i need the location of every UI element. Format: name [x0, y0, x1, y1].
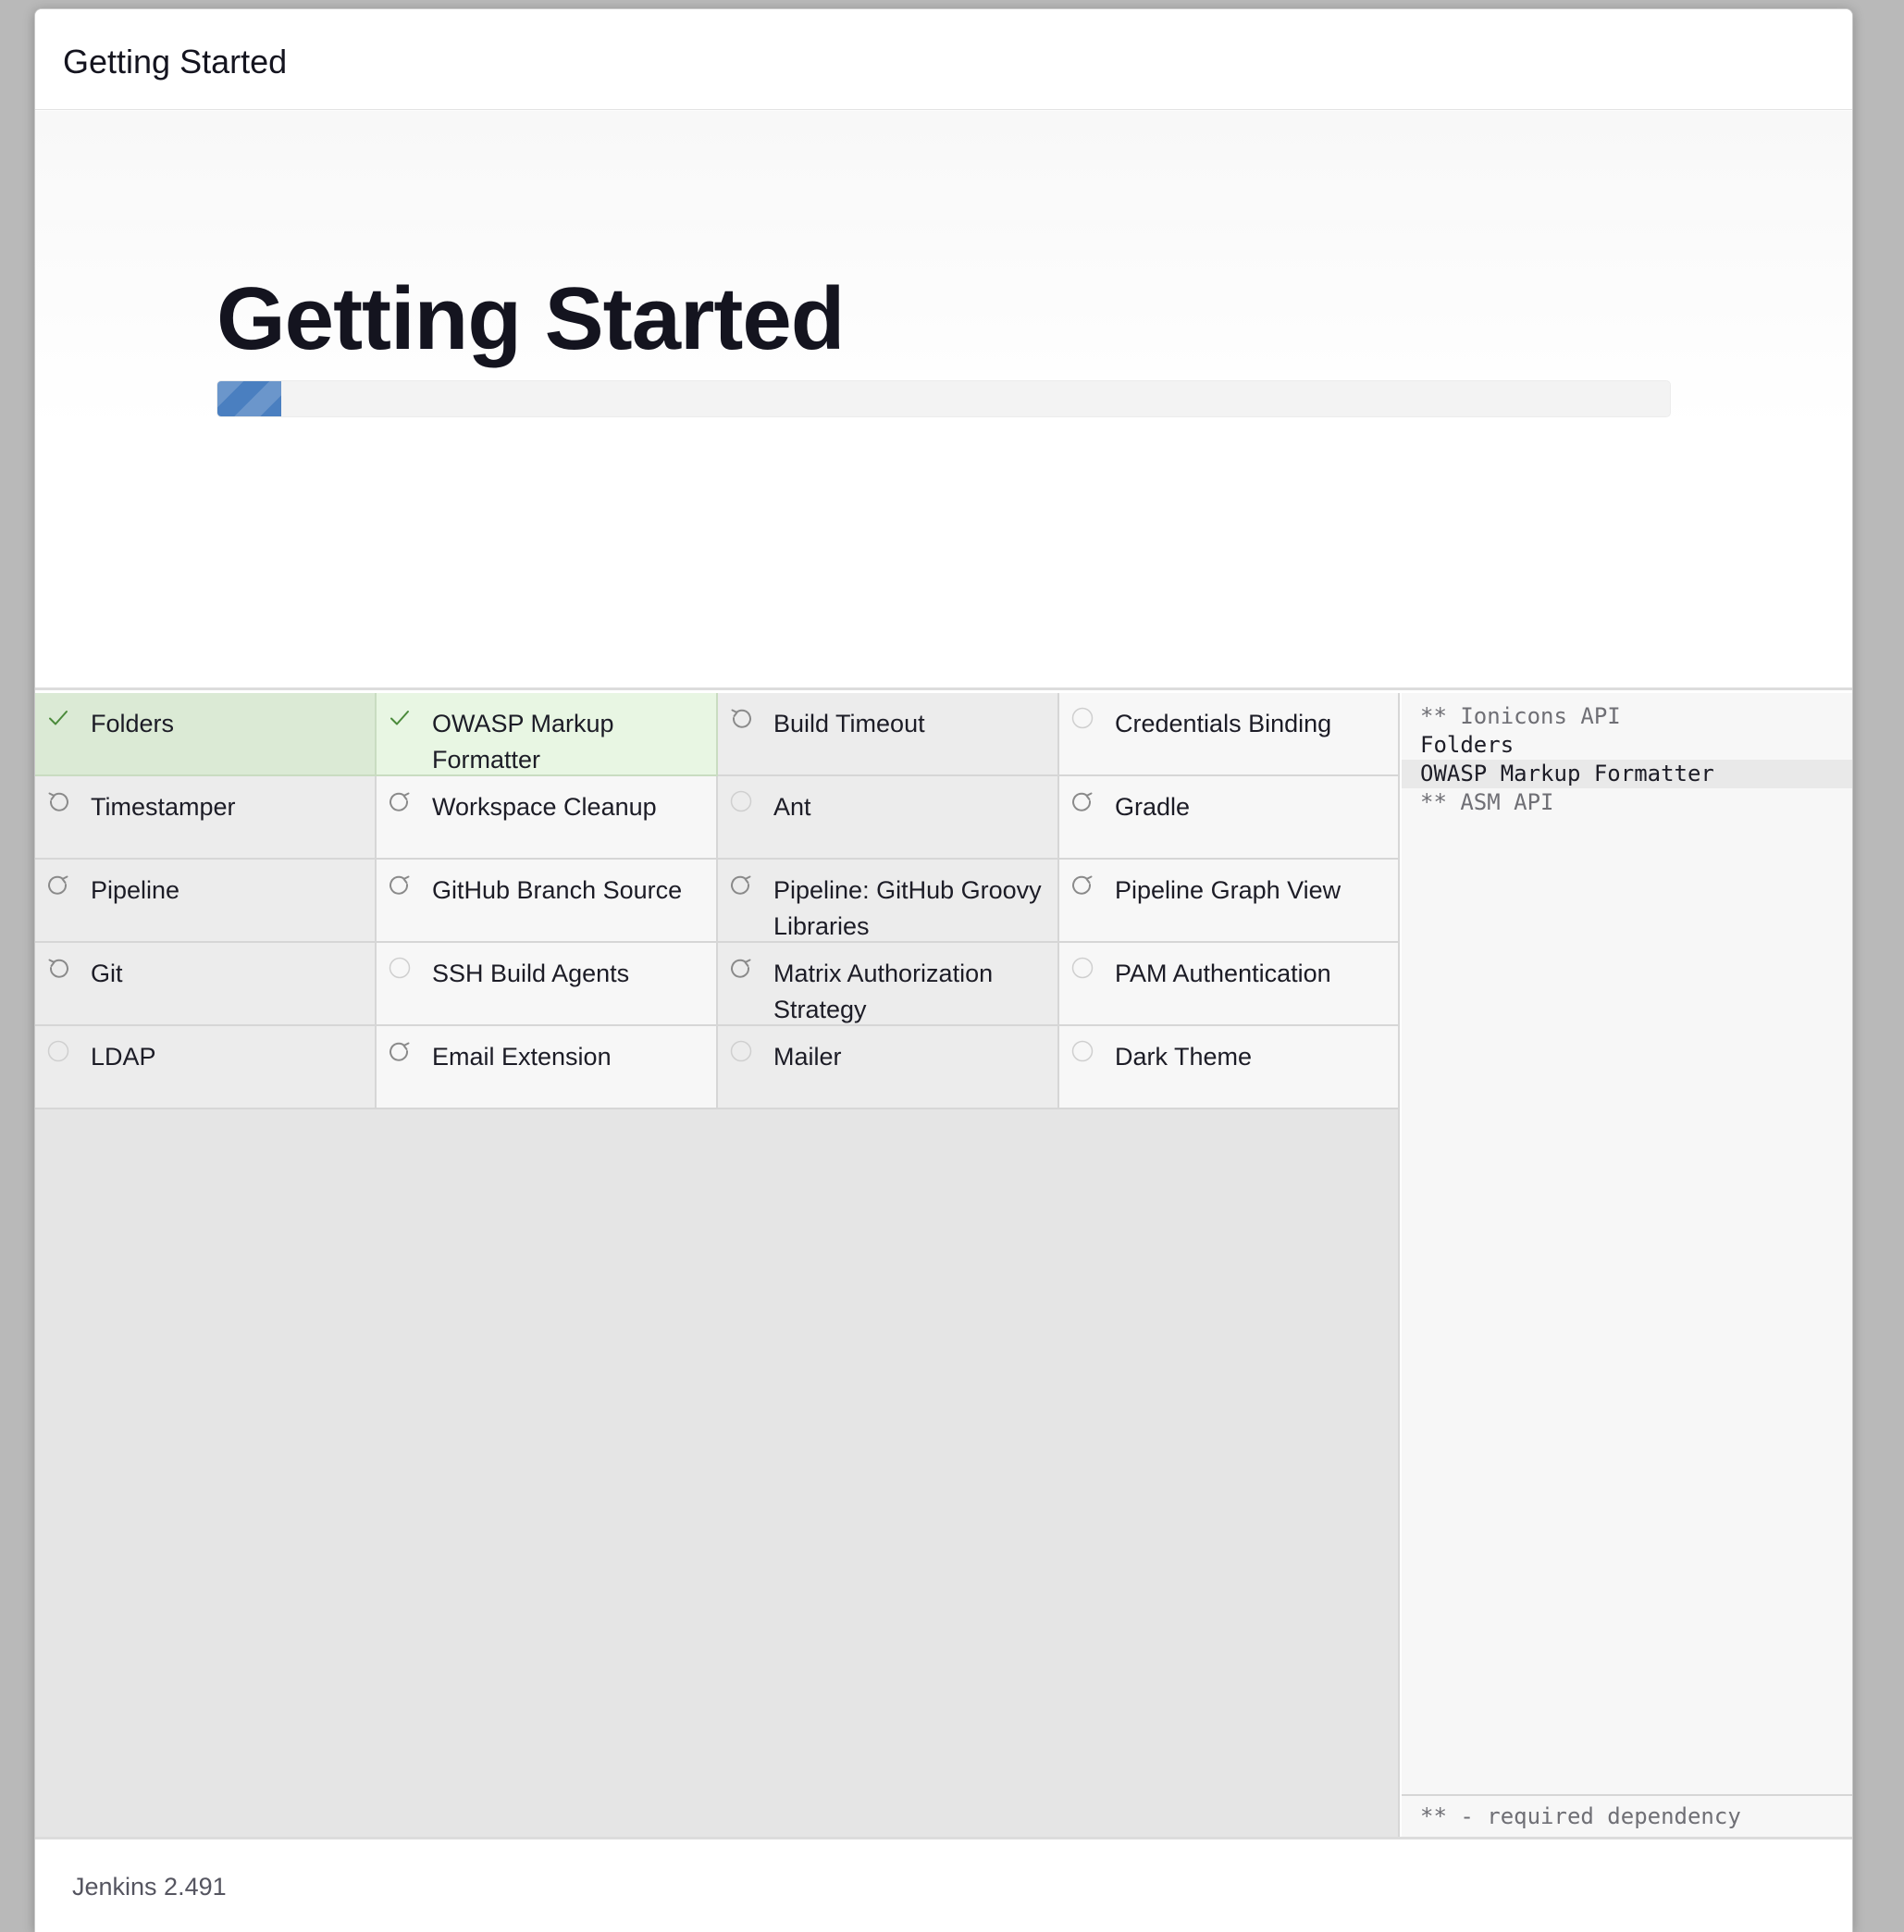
plugin-name: GitHub Branch Source [432, 876, 683, 904]
install-progress-fill [217, 381, 281, 416]
plugin-item [35, 693, 377, 776]
plugin-item [718, 943, 1059, 1026]
refresh-icon [46, 873, 70, 897]
plugin-name: Email Extension [432, 1043, 612, 1071]
checkmark-icon [46, 706, 70, 730]
dialog-footer [35, 1837, 1852, 1932]
circle-icon [729, 789, 753, 813]
plugin-name: Pipeline Graph View [1115, 876, 1341, 904]
refresh-icon [388, 789, 412, 813]
log-line-dependency: ** Ionicons API [1420, 703, 1621, 729]
plugin-list [35, 693, 1400, 1837]
plugin-name: SSH Build Agents [432, 960, 630, 987]
dialog-title: Getting Started [63, 43, 288, 80]
plugin-name: Timestamper [91, 793, 236, 821]
plugin-name: PAM Authentication [1115, 960, 1331, 987]
plugin-name: Matrix Authorization Strategy [773, 960, 994, 1023]
refresh-icon [729, 873, 753, 897]
plugin-name: Gradle [1115, 793, 1191, 821]
plugin-item [377, 943, 718, 1026]
plugin-name: OWASP Markup Formatter [432, 710, 614, 774]
plugin-item [1059, 693, 1400, 776]
circle-icon [46, 1039, 70, 1063]
plugin-item [1059, 1026, 1400, 1109]
plugin-item [377, 1026, 718, 1109]
plugin-item [35, 776, 377, 860]
plugin-item [1059, 943, 1400, 1026]
plugin-item [718, 693, 1059, 776]
dialog-header [35, 9, 1852, 110]
setup-wizard-dialog [34, 8, 1853, 1932]
plugin-name: LDAP [91, 1043, 156, 1071]
hero-banner [35, 111, 1852, 690]
retry-icon [46, 789, 70, 813]
refresh-icon [1070, 789, 1094, 813]
plugin-name: Pipeline: GitHub Groovy Libraries [773, 876, 1042, 940]
log-legend: ** - required dependency [1402, 1794, 1853, 1837]
plugin-item [718, 1026, 1059, 1109]
plugin-name: Folders [91, 710, 175, 737]
circle-icon [1070, 1039, 1094, 1063]
retry-icon [729, 706, 753, 730]
hero-title: Getting Started [216, 269, 845, 368]
plugin-name: Build Timeout [773, 710, 925, 737]
retry-icon [46, 956, 70, 980]
circle-icon [729, 1039, 753, 1063]
plugin-item [1059, 860, 1400, 943]
plugin-item [35, 1026, 377, 1109]
plugin-grid [35, 693, 1400, 1109]
refresh-icon [729, 956, 753, 980]
plugin-item [377, 860, 718, 943]
circle-icon [1070, 956, 1094, 980]
plugin-name: Pipeline [91, 876, 180, 904]
log-line: OWASP Markup Formatter [1402, 760, 1853, 788]
log-line-dependency: ** ASM API [1420, 789, 1554, 815]
plugin-item [35, 943, 377, 1026]
plugin-item [1059, 776, 1400, 860]
checkmark-icon [388, 706, 412, 730]
plugin-item [377, 693, 718, 776]
install-log-lines [1402, 693, 1853, 817]
install-progress-bar [216, 380, 1671, 417]
refresh-icon [388, 1039, 412, 1063]
refresh-icon [388, 873, 412, 897]
jenkins-version: Jenkins 2.491 [72, 1873, 227, 1901]
plugin-name: Dark Theme [1115, 1043, 1253, 1071]
plugin-name: Ant [773, 793, 811, 821]
plugin-item [377, 776, 718, 860]
plugin-name: Mailer [773, 1043, 842, 1071]
plugin-name: Credentials Binding [1115, 710, 1332, 737]
plugin-item [35, 860, 377, 943]
plugin-name: Workspace Cleanup [432, 793, 657, 821]
circle-icon [388, 956, 412, 980]
log-line: Folders [1420, 732, 1515, 758]
plugin-name: Git [91, 960, 123, 987]
circle-icon [1070, 706, 1094, 730]
plugin-item [718, 776, 1059, 860]
plugin-item [718, 860, 1059, 943]
refresh-icon [1070, 873, 1094, 897]
install-log-panel [1402, 693, 1853, 1837]
